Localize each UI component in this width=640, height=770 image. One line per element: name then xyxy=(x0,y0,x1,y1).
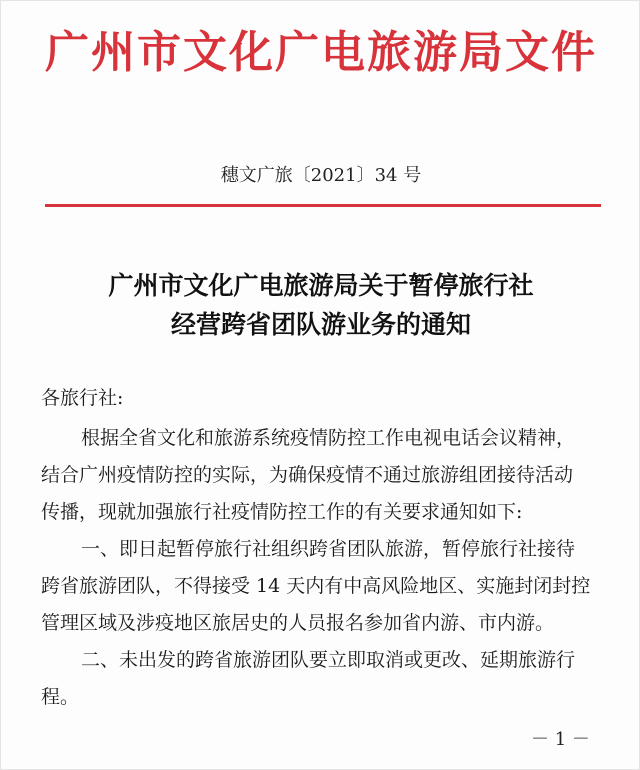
notice-title-line-1: 广州市文化广电旅游局关于暂停旅行社 xyxy=(108,271,534,300)
item1-line-2: 跨省旅游团队，不得接受 14 天内有中高风险地区、实施封闭封控 xyxy=(41,575,591,597)
salutation: 各旅行社: xyxy=(41,387,124,409)
red-divider-line xyxy=(45,204,601,207)
notice-title-line-2: 经营跨省团队游业务的通知 xyxy=(170,310,471,339)
issuing-office-header: 广州市文化广电旅游局文件 xyxy=(45,27,597,78)
item1-line-3: 管理区域及涉疫地区旅居史的人员报名参加省内游、市内游。 xyxy=(41,612,555,634)
intro-line-1: 根据全省文化和旅游系统疫情防控工作电视电话会议精神， xyxy=(81,427,576,449)
item2-line-2: 程。 xyxy=(41,686,80,708)
item1-line-1: 一、即日起暂停旅行社组织跨省团队旅游，暂停旅行社接待 xyxy=(81,538,576,560)
document-number: 穗文广旅〔2021〕34 号 xyxy=(220,165,422,186)
item2-line-1: 二、未出发的跨省旅游团队要立即取消或更改、延期旅游行 xyxy=(81,649,576,671)
intro-line-2: 结合广州疫情防控的实际，为确保疫情不通过旅游组团接待活动 xyxy=(41,464,574,486)
intro-line-3: 传播，现就加强旅行社疫情防控工作的有关要求通知如下: xyxy=(41,501,523,523)
page-number: － 1 － xyxy=(531,729,590,750)
